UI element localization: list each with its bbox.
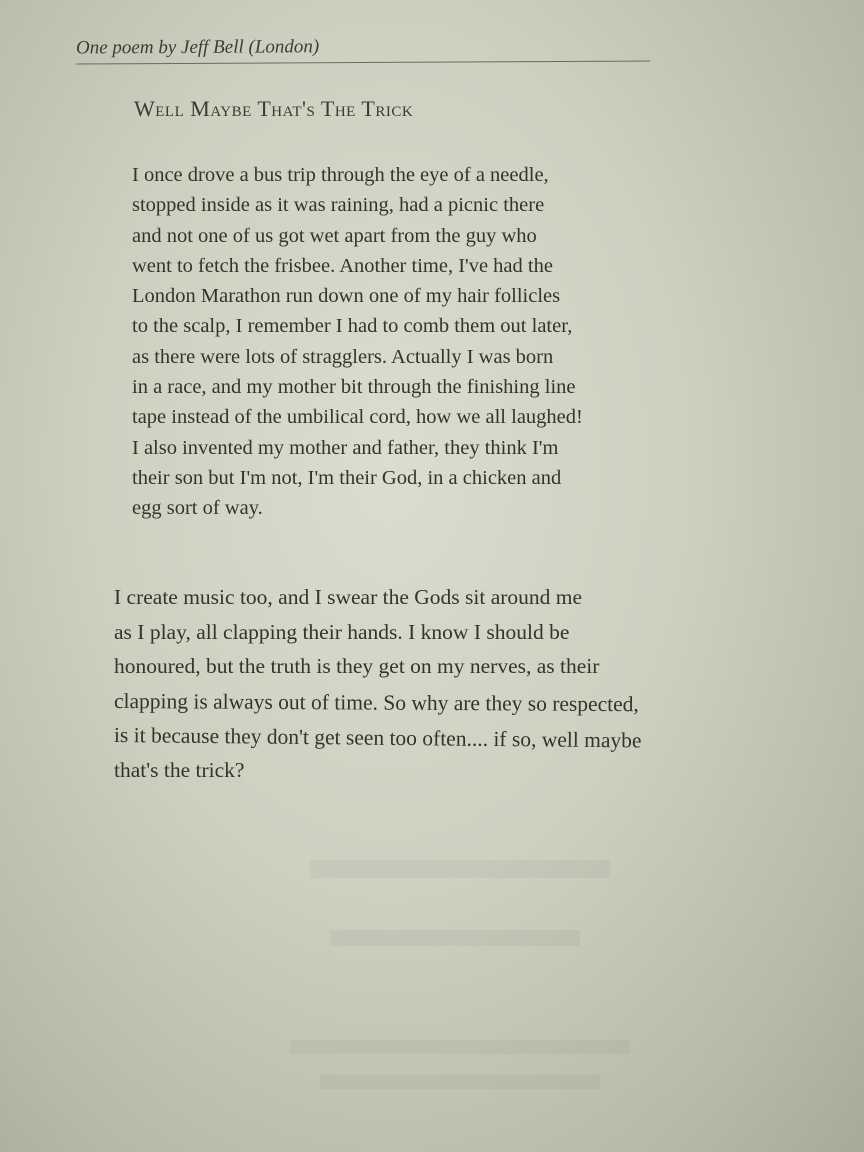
poem-line: I create music too, and I swear the Gods sit around me bbox=[114, 585, 583, 609]
poem-line: stopped inside as it was raining, had a picnic there bbox=[132, 194, 545, 217]
poem-line: that's the trick? bbox=[114, 757, 245, 782]
poem-line: London Marathon run down one of my hair follicles bbox=[132, 285, 561, 308]
poem-line: tape instead of the umbilical cord, how we all laughed! bbox=[132, 406, 583, 429]
running-header: One poem by Jeff Bell (London) bbox=[76, 34, 650, 64]
poem-line: went to fetch the frisbee. Another time, I've had the bbox=[132, 254, 553, 277]
stanza-2 bbox=[114, 580, 642, 787]
poem-line: I once drove a bus trip through the eye of a needle, bbox=[132, 164, 549, 186]
poem-line: as there were lots of stragglers. Actually I was born bbox=[132, 345, 554, 368]
show-through-texture bbox=[290, 850, 650, 1100]
poem-line: as I play, all clapping their hands. I know I should be bbox=[114, 619, 570, 644]
poem-title: Well Maybe That's The Trick bbox=[134, 96, 414, 121]
poem-line: and not one of us got wet apart from the guy who bbox=[132, 224, 537, 247]
poem-line: to the scalp, I remember I had to comb them out later, bbox=[132, 315, 573, 338]
poem-line: egg sort of way. bbox=[132, 497, 263, 520]
poem-line: honoured, but the truth is they get on my nerves, as their bbox=[114, 654, 600, 678]
poem-line: I also invented my mother and father, they think I'm bbox=[132, 436, 559, 459]
poem-line: their son but I'm not, I'm their God, in a chicken and bbox=[132, 466, 562, 489]
poem-line: is it because they don't get seen too often.... if so, well maybe bbox=[113, 723, 642, 753]
poem-line: clapping is always out of time. So why are they so respected, bbox=[113, 688, 639, 716]
stanza-1 bbox=[132, 160, 583, 524]
poem-line: in a race, and my mother bit through the finishing line bbox=[132, 376, 576, 399]
